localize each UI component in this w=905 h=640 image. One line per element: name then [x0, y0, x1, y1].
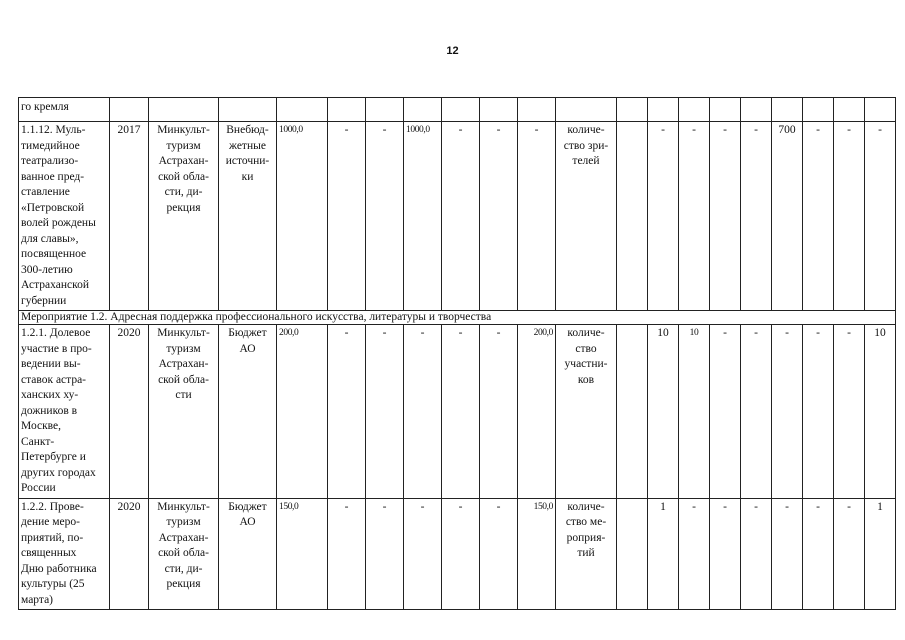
funding-source-cell: Внебюд- жетные источни- ки [219, 122, 277, 311]
indicator-value-cell: - [741, 498, 772, 610]
program-table [18, 97, 896, 610]
funding-year-cell: - [442, 498, 480, 610]
indicator-cell: количе- ство ме- роприя- тий [556, 498, 617, 610]
indicator-value-cell: - [865, 122, 896, 311]
indicator-value-cell: - [679, 498, 710, 610]
indicator-value-cell: - [834, 122, 865, 311]
continuation-row [19, 98, 896, 122]
executor-cell: Минкульт- туризм Астрахан- ской обла- сти [149, 325, 219, 499]
indicator-value-cell: - [803, 122, 834, 311]
continuation-label: го кремля [19, 98, 110, 122]
funding-total-cell: 200,0 [277, 325, 328, 499]
funding-source-cell: Бюджет АО [219, 498, 277, 610]
indicator-value-cell: - [803, 325, 834, 499]
indicator-value-cell: - [710, 325, 741, 499]
executor-cell: Минкульт- туризм Астрахан- ской обла- сти, ди- рекция [149, 498, 219, 610]
executor-cell: Минкульт- туризм Астрахан- ской обла- сти, ди- рекция [149, 122, 219, 311]
year-cell: 2020 [110, 498, 149, 610]
year-cell: 2020 [110, 325, 149, 499]
funding-source-cell: Бюджет АО [219, 325, 277, 499]
indicator-value-cell: - [834, 325, 865, 499]
funding-year-cell: - [328, 498, 366, 610]
indicator-value-cell: 10 [865, 325, 896, 499]
table-row [19, 498, 896, 610]
indicator-value-cell: - [741, 325, 772, 499]
indicator-value-cell: 10 [679, 325, 710, 499]
activity-name: 1.1.12. Муль- тимедийное театрализо- ванное пред- ставление «Петровской волей рождены для славы», посвященное 300-летию Астраханской губернии [19, 122, 110, 311]
year-cell: 2017 [110, 122, 149, 311]
indicator-value-cell: - [710, 498, 741, 610]
section-row [19, 311, 896, 325]
funding-year-cell: - [328, 122, 366, 311]
funding-year-cell: - [480, 122, 518, 311]
indicator-cell: количе- ство зри- телей [556, 122, 617, 311]
indicator-value-cell: - [803, 498, 834, 610]
funding-year-cell: - [366, 498, 404, 610]
funding-year-cell: 200,0 [518, 325, 556, 499]
indicator-value-cell: - [679, 122, 710, 311]
funding-year-cell: - [404, 498, 442, 610]
funding-year-cell: 150,0 [518, 498, 556, 610]
activity-name: 1.2.2. Прове- дение меро- приятий, по- священных Дню работника культуры (25 марта) [19, 498, 110, 610]
indicator-value-cell: - [741, 122, 772, 311]
indicator-value-cell [617, 325, 648, 499]
funding-total-cell: 1000,0 [277, 122, 328, 311]
funding-total-cell: 150,0 [277, 498, 328, 610]
funding-year-cell: - [442, 325, 480, 499]
funding-year-cell: 1000,0 [404, 122, 442, 311]
activity-name: 1.2.1. Долевое участие в про- ведении вы- ставок астра- ханских ху- дожников в Москве, Санкт- Петербурге и других городах России [19, 325, 110, 499]
indicator-value-cell: - [772, 498, 803, 610]
funding-year-cell: - [366, 325, 404, 499]
indicator-value-cell: 1 [648, 498, 679, 610]
indicator-value-cell: 1 [865, 498, 896, 610]
section-title: Мероприятие 1.2. Адресная поддержка профессионального искусства, литературы и творчества [19, 311, 896, 325]
funding-year-cell: - [480, 325, 518, 499]
funding-year-cell: - [366, 122, 404, 311]
indicator-value-cell [617, 122, 648, 311]
indicator-value-cell [617, 498, 648, 610]
indicator-value-cell: - [772, 325, 803, 499]
table-row [19, 325, 896, 499]
indicator-value-cell: - [834, 498, 865, 610]
indicator-value-cell: - [648, 122, 679, 311]
funding-year-cell: - [328, 325, 366, 499]
funding-year-cell: - [480, 498, 518, 610]
funding-year-cell: - [442, 122, 480, 311]
funding-year-cell: - [404, 325, 442, 499]
funding-year-cell: - [518, 122, 556, 311]
indicator-cell: количе- ство участни- ков [556, 325, 617, 499]
indicator-value-cell: 700 [772, 122, 803, 311]
indicator-value-cell: - [710, 122, 741, 311]
page-number: 12 [446, 45, 459, 57]
table-row [19, 122, 896, 311]
indicator-value-cell: 10 [648, 325, 679, 499]
